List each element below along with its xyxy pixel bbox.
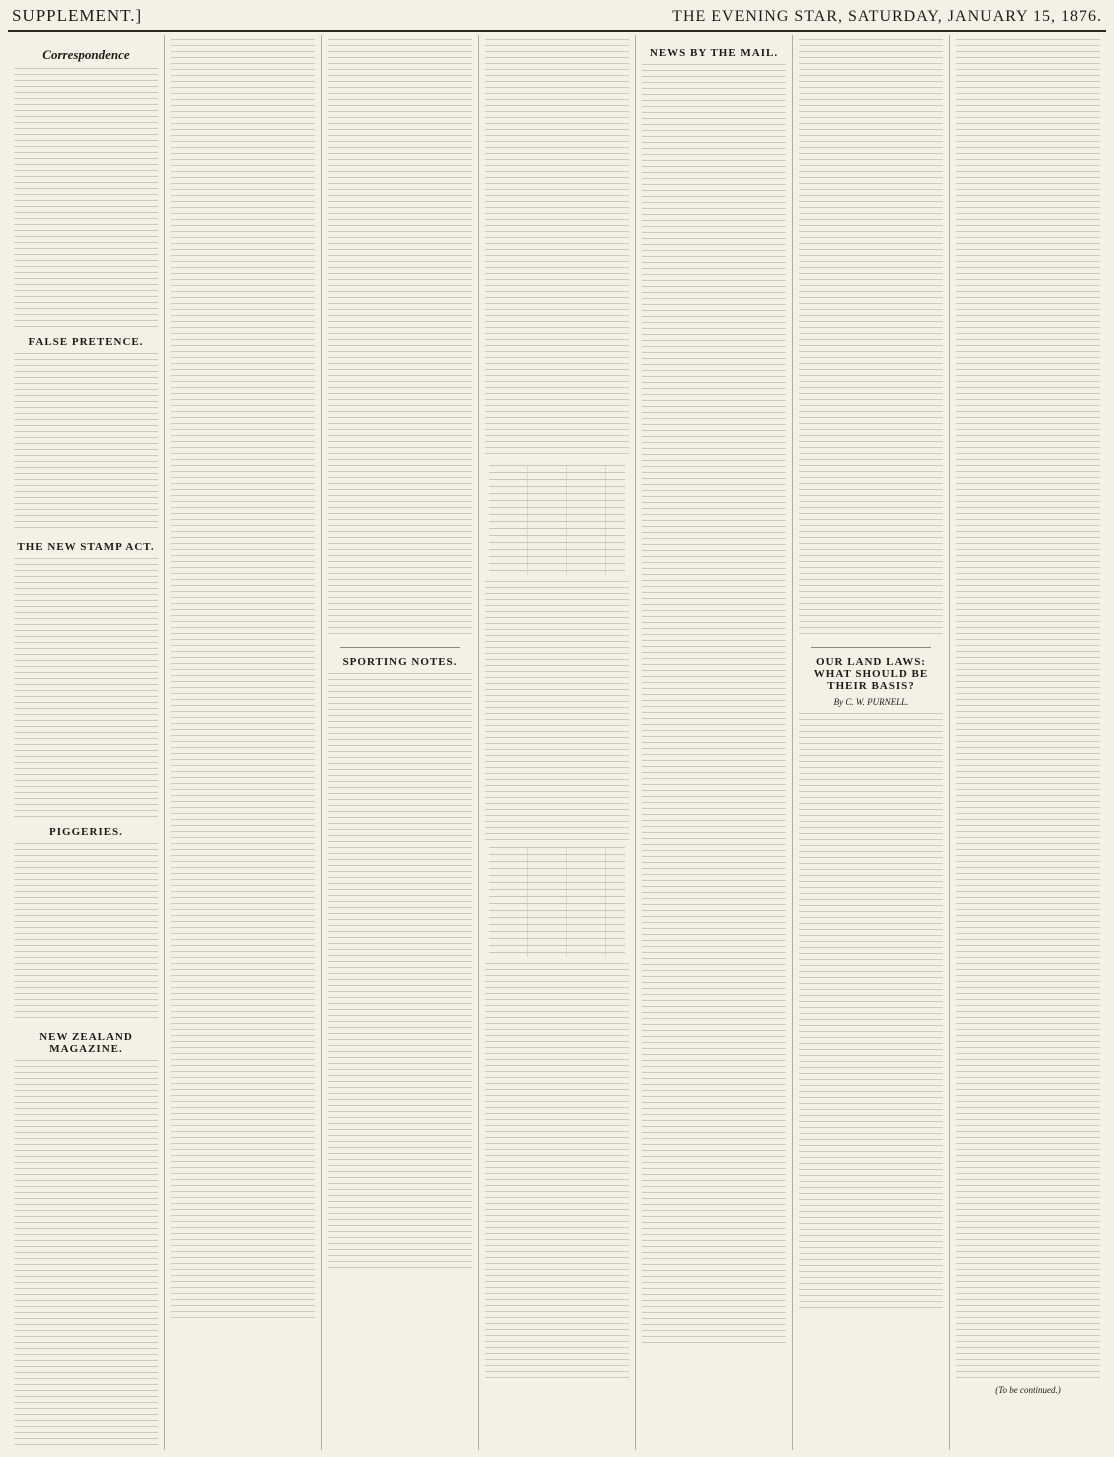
byline: By C. W. PURNELL. [833,697,909,707]
text-block [642,64,786,1344]
correspondence-heading: Correspondence [42,47,130,62]
column-1 [8,35,165,1450]
text-block [14,68,158,328]
supplement-label: SUPPLEMENT.] [12,6,143,25]
text-block [485,581,629,841]
results-table [489,465,625,575]
text-block [14,558,158,818]
page-columns [8,35,1106,1450]
column-3 [322,35,479,1450]
column-6 [793,35,950,1450]
newspaper-title-date: THE EVENING STAR, SATURDAY, JANUARY 15, 1876. [672,8,1102,25]
masthead [8,6,1106,32]
section-heading: FALSE PRETENCE. [28,336,144,348]
results-table [489,847,625,957]
text-block [956,39,1100,1379]
column-2 [165,35,322,1450]
text-block [485,963,629,1383]
text-block [799,713,943,1313]
text-block [171,39,315,1319]
continued-note: (To be continued.) [995,1385,1061,1395]
text-block [485,39,629,459]
section-heading: SPORTING NOTES. [342,656,458,668]
text-block [799,39,943,639]
text-block [14,353,158,533]
column-7 [950,35,1106,1450]
column-5 [636,35,793,1450]
text-block [14,1060,158,1450]
divider [811,647,931,648]
column-4 [479,35,636,1450]
text-block [328,39,472,639]
section-heading: NEW ZEALAND MAGAZINE. [39,1031,133,1055]
text-block [328,673,472,1273]
section-heading: NEWS BY THE MAIL. [649,47,779,59]
text-block [14,843,158,1023]
section-heading: OUR LAND LAWS: WHAT SHOULD BE THEIR BASIS? [813,656,929,692]
section-heading: THE NEW STAMP ACT. [17,541,155,553]
divider [340,647,460,648]
section-heading: PIGGERIES. [49,826,123,838]
